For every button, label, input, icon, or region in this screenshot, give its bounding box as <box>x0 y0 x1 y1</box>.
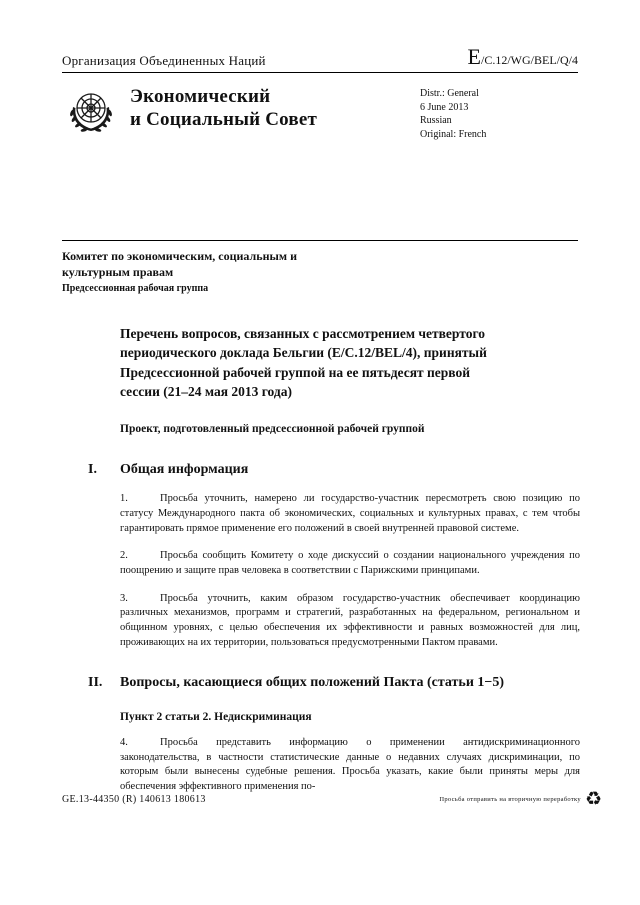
council-title: Экономический и Социальный Совет <box>130 86 318 131</box>
section-2-numeral: II. <box>88 675 103 691</box>
masthead <box>62 85 578 200</box>
section-1-title: Общая информация <box>120 461 249 477</box>
footer-reference: GE.13-44350 (R) 140613 180613 <box>62 794 206 805</box>
paragraph-3-number: 3. <box>120 592 128 604</box>
document-symbol <box>468 46 578 69</box>
footer-recycle <box>439 790 602 809</box>
recycle-note: Просьба отправить на вторичную переработку <box>439 796 581 803</box>
recycle-icon: ♻ <box>584 789 602 810</box>
document-header <box>62 46 578 73</box>
distribution-block <box>420 85 578 200</box>
distr-line: Distr.: General <box>420 88 479 99</box>
committee-subtitle: Предсессионная рабочая группа <box>62 283 209 295</box>
un-emblem-icon <box>62 87 120 200</box>
section-2-subheading: Пункт 2 статьи 2. Недискриминация <box>120 710 312 723</box>
paragraph-3 <box>120 592 580 651</box>
section-1-heading <box>88 461 578 479</box>
paragraph-1 <box>120 492 580 536</box>
language-line: Russian <box>420 115 452 126</box>
section-1-numeral: I. <box>88 461 97 477</box>
date-line: 6 June 2013 <box>420 101 469 113</box>
paragraph-1-text: Просьба уточнить, намерено ли государство-участник пересмотреть свою позицию по статусу Международного пакта об экономических, социальных и культурных правах, с тем чтобы гарантировать прямое применение его положений в своей внутренней правовой системе. <box>120 493 580 534</box>
paragraph-2-text: Просьба сообщить Комитету о ходе дискуссий о создании национального учреждения по поощрению и защите прав человека в соответствии с Парижскими принципами. <box>120 550 580 577</box>
document-symbol-letter: E <box>467 44 481 69</box>
original-line: Original: French <box>420 128 487 140</box>
paragraph-4-number: 4. <box>120 736 128 748</box>
document-symbol-number: /C.12/WG/BEL/Q/4 <box>481 53 578 67</box>
section-2-heading <box>88 674 578 692</box>
paragraph-4-text: Просьба представить информацию о применении антидискриминационного законодательства, в частности статистические данные о недавних случаях дискриминации, по которым были вынесены судебные решения. Просьба указать, какие были приняты меры для обеспечения эффективного применения по- <box>120 736 580 792</box>
document-title: Перечень вопросов, связанных с рассмотрением четвертого периодического доклада Бельгии (E/C.12/BEL/4), принятый Предсессионной рабочей группой на ее пятьдесят первой сессии (21–24 мая 2013 года) <box>120 326 487 399</box>
document-subtitle: Проект, подготовленный предсессионной рабочей группой <box>120 422 425 435</box>
paragraph-4 <box>120 736 580 795</box>
paragraph-3-text: Просьба уточнить, каким образом государство-участник обеспечивает координацию различных механизмов, программ и стратегий, разработанных на федеральном, региональном и общинном уровнях, с целью обеспечения их эффективности и равных возможностей для лиц, проживающих на их территории, пользоваться предусмотренными Пактом правами. <box>120 592 580 648</box>
paragraph-2-number: 2. <box>120 550 128 562</box>
paragraph-2 <box>120 549 580 578</box>
committee-block <box>62 241 578 294</box>
paragraph-1-number: 1. <box>120 493 128 505</box>
un-org-name: Организация Объединенных Наций <box>62 53 266 68</box>
section-2-title: Вопросы, касающиеся общих положений Пакта (статьи 1−5) <box>120 675 505 691</box>
page-footer <box>62 790 602 809</box>
committee-name: Комитет по экономическим, социальным и культурным правам <box>62 249 297 279</box>
